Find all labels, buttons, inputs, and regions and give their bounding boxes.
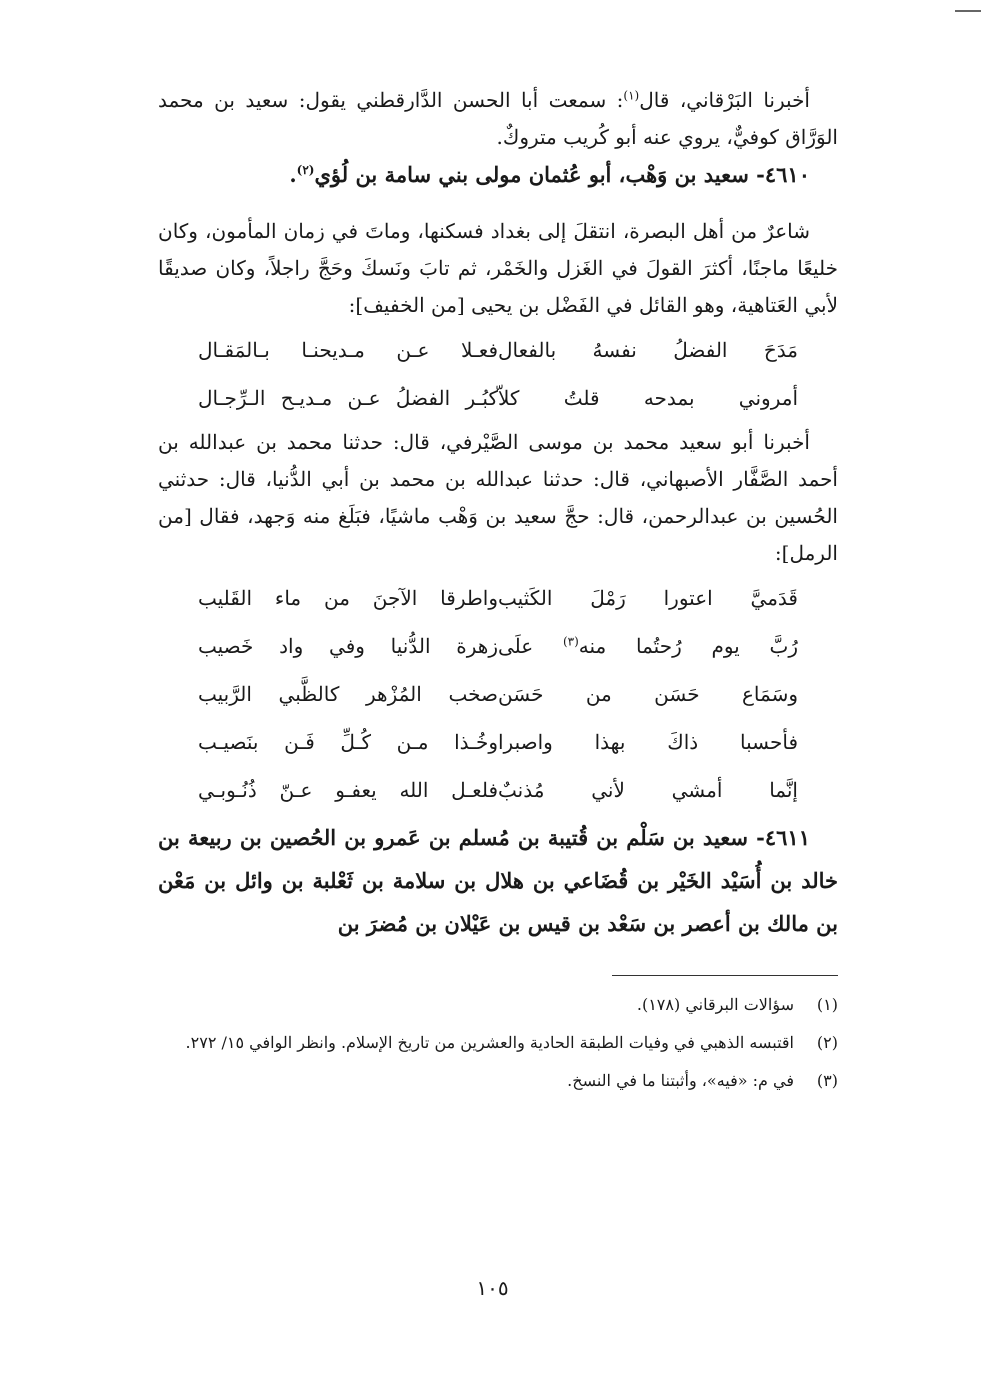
heading-4610-end: . — [289, 162, 297, 187]
verse — [158, 766, 838, 814]
footnote-text: في م: «فيه»، وأثبتنا ما في النسخ. — [567, 1071, 794, 1090]
verse — [158, 574, 838, 622]
page-number: ١٠٥ — [476, 1276, 509, 1300]
hemistich-first: فأحسبا ذاكَ بهذا واصبرا — [498, 730, 798, 754]
hemistich-second: فعـلا عـن مـديحنـا بـالمَقـال — [198, 338, 498, 362]
footnotes — [158, 990, 838, 1096]
footnote-1 — [158, 990, 838, 1020]
hemistich-text-end: علَى — [498, 634, 563, 658]
footnote-text: سؤالات البرقاني (١٧٨). — [636, 995, 794, 1014]
hemistich-second: زهرة الدُّنيا وفي واد خَصيب — [198, 634, 498, 658]
hemistich-second: فلعـل الله يعفـو عـنّ ذُنُـوبـي — [198, 778, 498, 802]
page-body — [158, 82, 838, 1104]
poem-khafif — [158, 326, 838, 422]
footnote-ref-1[interactable]: (١) — [623, 88, 640, 103]
verse — [158, 374, 838, 422]
verse — [158, 670, 838, 718]
footnote-separator — [612, 975, 838, 976]
verse — [158, 326, 838, 374]
isnad-paragraph: أخبرنا أبو سعيد محمد بن موسى الصَّيْرفي، قال: حدثنا محمد بن عبدالله بن أحمد الصَّفَّار الأصبهاني، قال: حدثنا عبدالله بن محمد بن أبي الدُّنيا، قال: حدثني الحُسين بن عبدالرحمن، قال: حجَّ سعيد بن وَهْب ماشيًا، فبَلَغ منه وَجهد، فقال [من الرمل]: — [158, 430, 838, 565]
footnote-number: (٢) — [816, 1033, 838, 1052]
prev-entry-text-a: أخبرنا البَرْقاني، قال — [639, 88, 810, 112]
footnote-number: (٣) — [816, 1071, 838, 1090]
footnote-ref-3[interactable]: (٣) — [562, 634, 579, 649]
poem-ramal — [158, 574, 838, 814]
footnote-3 — [158, 1066, 838, 1096]
entry-heading-4611: ٤٦١١- سعيد بن سَلْم بن قُتيبة بن مُسلم بن عَمرو بن الحُصين بن ربيعة بن خالد بن أُسَيْد الخَيْر بن قُضَاعي بن هلال بن سلامة بن ثَعْلبة بن وائل بن مَعْن بن مالك بن أعصر بن سَعْد بن قيس بن عَيْلان بن مُضرَ بن — [158, 825, 838, 936]
hemistich-first — [498, 622, 798, 670]
footnote-text: اقتبسه الذهبي في وفيات الطبقة الحادية والعشرين من تاريخ الإسلام. وانظر الوافي ١٥/ ٢٧٢. — [185, 1033, 794, 1052]
verse — [158, 718, 838, 766]
hemistich-first: وسَمَاع حَسَن من حَسَن — [498, 682, 798, 706]
bio-4610: شاعرٌ من أهل البصرة، انتقلَ إلى بغداد فسكنها، وماتَ في زمان المأمون، وكان خليعًا ماجنًا، أكثرَ القولَ في الغَزل والخَمْر، ثم تابَ ونَسكَ وحَجَّ راجلاً، وكان صديقًا لأبي العَتاهية، وهو القائل في الفَضْل بن يحيى [من الخفيف]: — [158, 219, 838, 317]
corner-mark — [955, 10, 981, 12]
hemistich-second: كبُـر الفضلُ عـن مـديـح الـرِّجـال — [198, 386, 498, 410]
entry-heading-4610 — [158, 156, 838, 193]
hemistich-second: صخب المُزْهر كالظَّبي الرَّبيب — [198, 682, 498, 706]
heading-4610-text: ٤٦١٠- سعيد بن وَهْب، أبو عُثمان مولى بني سامة بن لُؤي — [314, 162, 810, 187]
hemistich-text: رُبَّ يوم رُحتُما منه — [578, 634, 798, 658]
hemistich-first: قَدَميَّ اعتورا رَمْلَ الكَثيب — [498, 586, 798, 610]
footnote-number: (١) — [816, 995, 838, 1014]
footnote-ref-2[interactable]: (٢) — [296, 163, 315, 177]
paragraph-prev-entry — [158, 82, 838, 156]
hemistich-second: واطرقا الآجنَ من ماء القَليب — [198, 586, 498, 610]
hemistich-first: أمروني بمدحه قلتُ كلاّ — [498, 386, 798, 410]
hemistich-first: مَدَحَ الفضلُ نفسهُ بالفعال — [498, 338, 798, 362]
hemistich-first: إنَّما أمشي لأني مُذنبٌ — [498, 778, 798, 802]
footnote-2 — [158, 1028, 838, 1058]
prev-entry-text-b: : سمعت أبا الحسن الدَّارقطني يقول: سعيد بن محمد الوَرَّاق كوفيٌّ، يروي عنه أبو كُريب متروكٌ. — [158, 88, 838, 149]
verse — [158, 622, 838, 670]
hemistich-second: وخُـذا مـن كُـلِّ فَـن بنَصيـب — [198, 730, 498, 754]
